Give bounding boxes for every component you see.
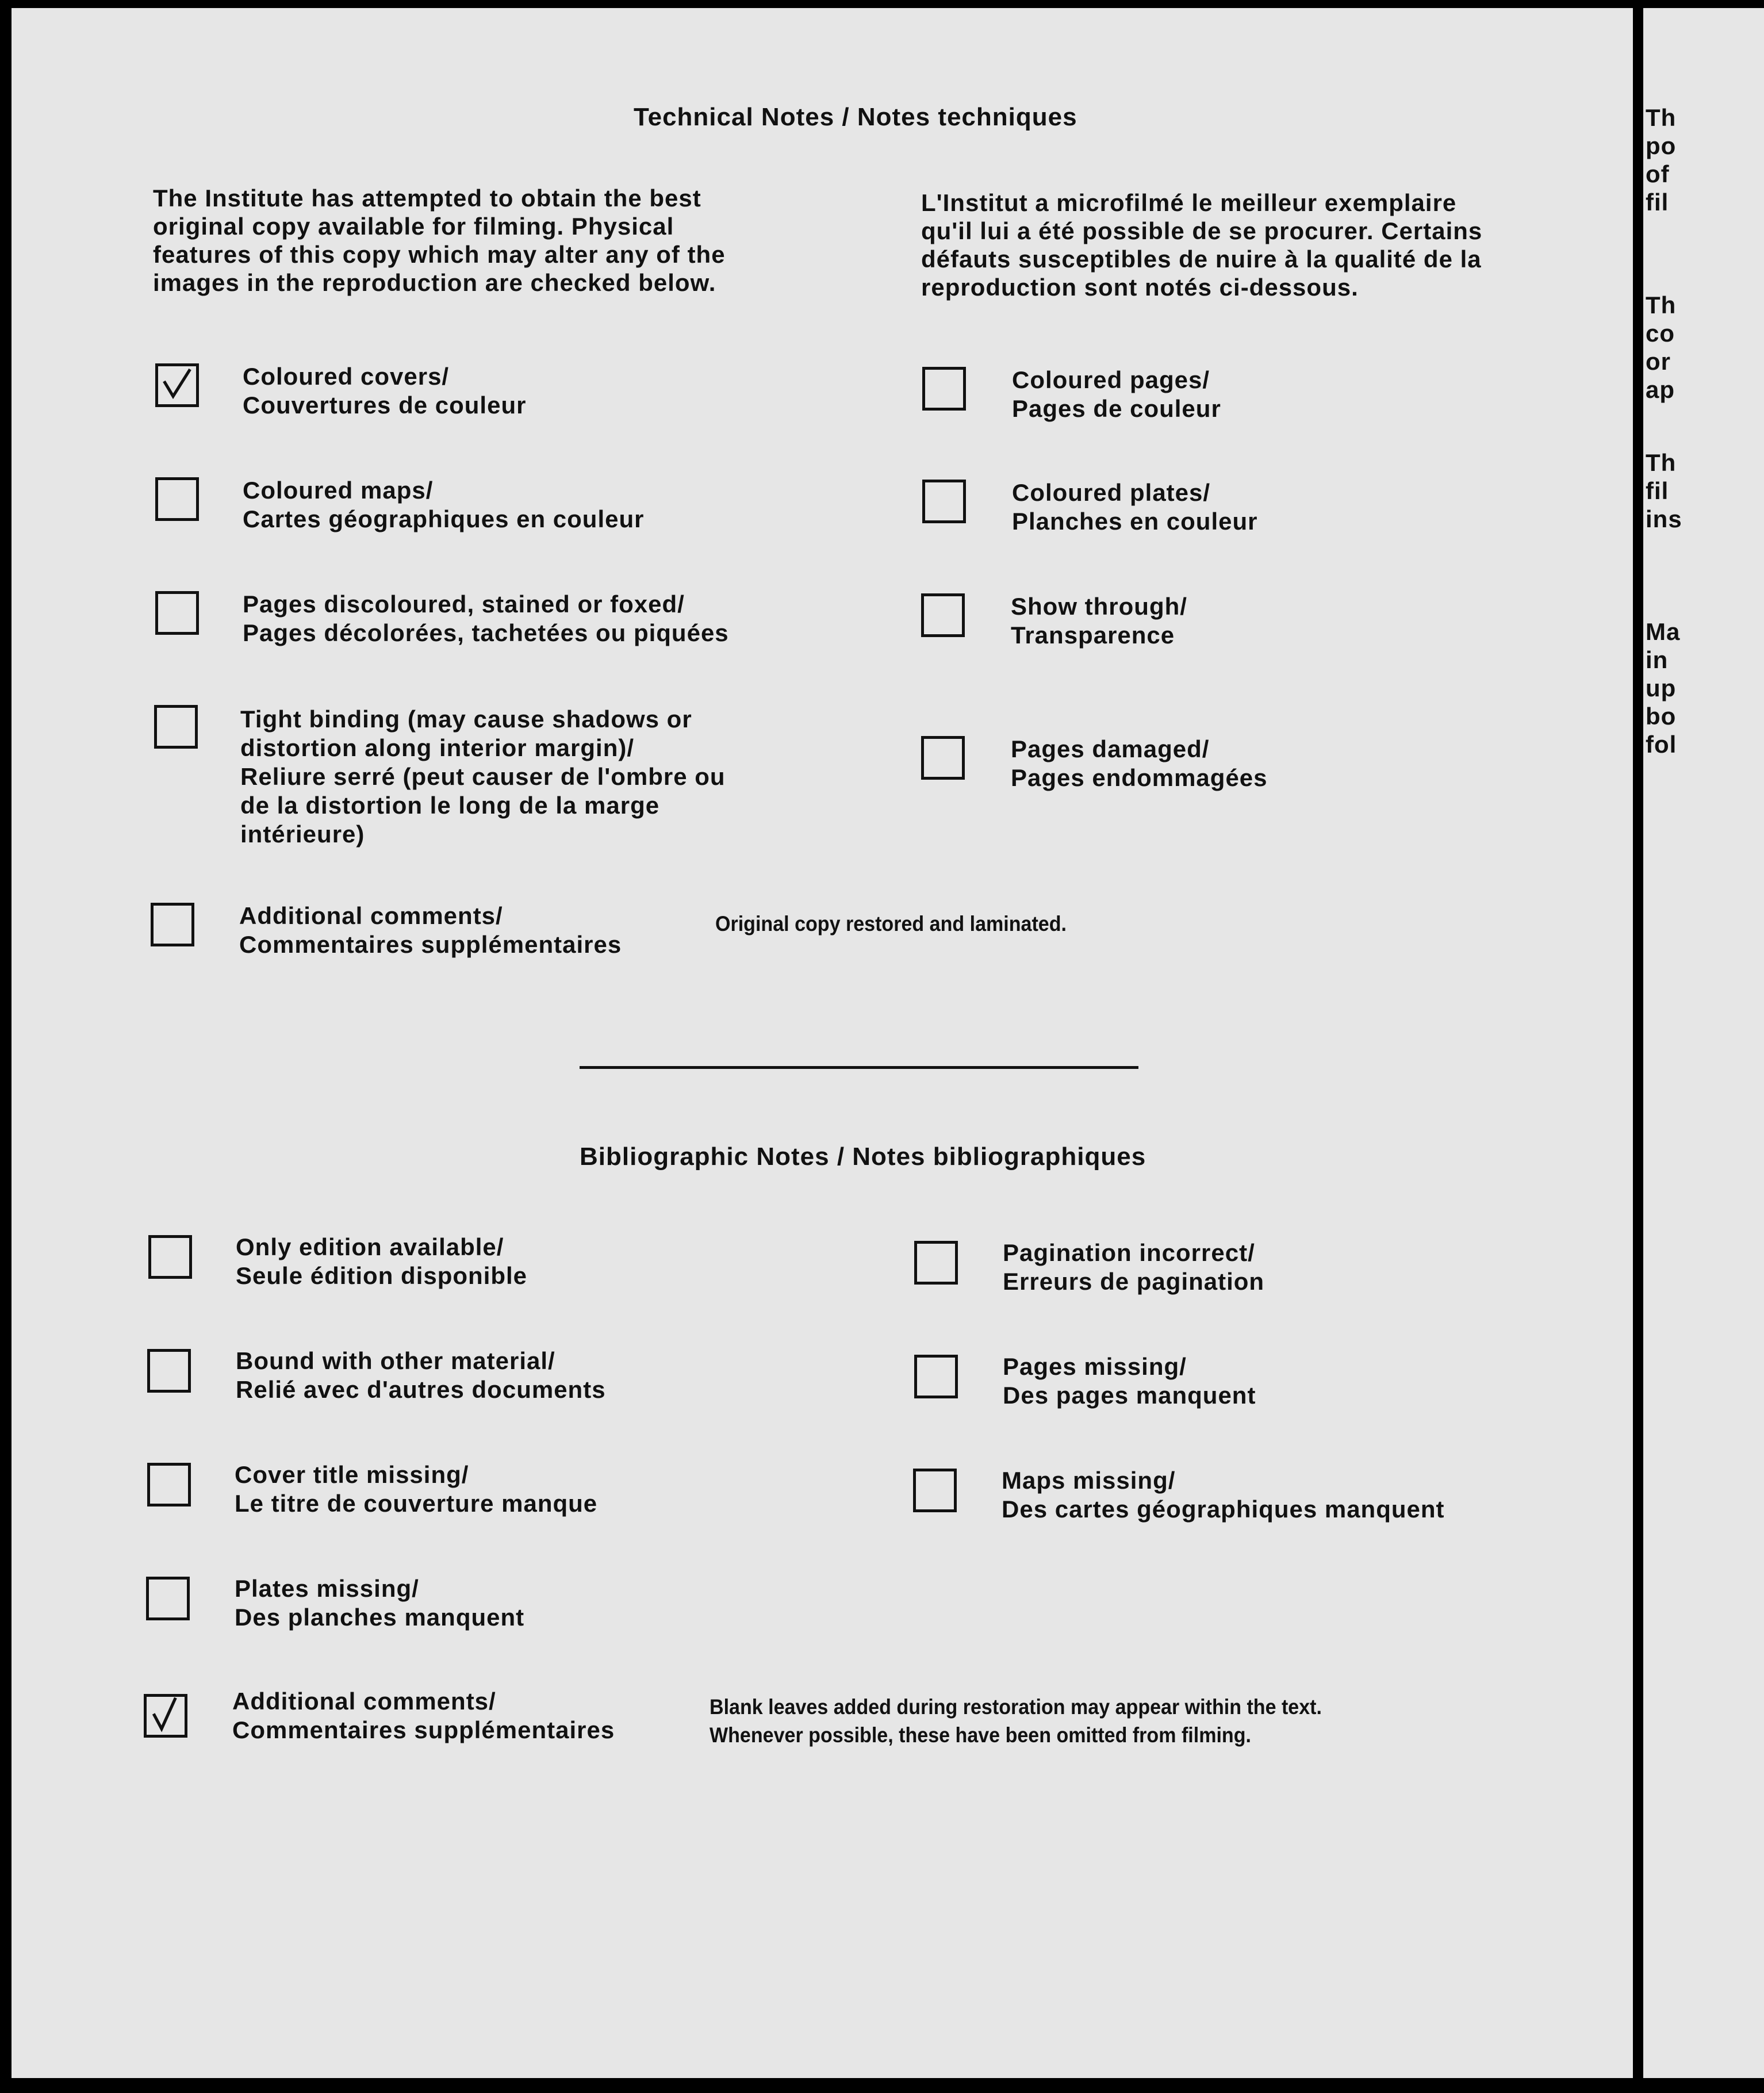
technical-comments-checkbox[interactable] <box>151 903 194 946</box>
pages-missing-checkbox[interactable] <box>914 1355 958 1398</box>
technical-comments-label <box>239 902 622 959</box>
fragment-block <box>1646 448 1682 533</box>
label-line: Cartes géographiques en couleur <box>243 505 645 532</box>
label-line: Tight binding (may cause shadows or <box>240 706 692 733</box>
label-line: Show through/ <box>1011 593 1187 620</box>
label-line: Coloured plates/ <box>1012 479 1211 506</box>
pages-missing-label <box>1003 1352 1256 1410</box>
bibliographic-comments-checkbox[interactable] <box>144 1694 187 1738</box>
fragment-block <box>1646 291 1676 404</box>
checkmark-icon <box>158 366 196 404</box>
fragment-line: Th <box>1646 292 1677 319</box>
label-line: Erreurs de pagination <box>1003 1268 1265 1295</box>
label-line: Only edition available/ <box>236 1233 504 1260</box>
label-line: Seule édition disponible <box>236 1262 528 1289</box>
label-line: de la distortion le long de la marge <box>240 792 660 819</box>
tight-binding-checkbox[interactable] <box>154 705 198 749</box>
label-line: Additional comments/ <box>232 1688 496 1715</box>
cover-title-missing-label <box>235 1460 597 1518</box>
label-line: Commentaires supplémentaires <box>239 931 622 958</box>
bibliographic-comments-label <box>232 1687 615 1745</box>
label-line: Pages damaged/ <box>1011 735 1210 762</box>
coloured-plates-checkbox[interactable] <box>922 480 966 523</box>
fragment-line: Ma <box>1646 618 1681 645</box>
label-line: Pages endommagées <box>1011 764 1268 791</box>
label-line: Pages discoloured, stained or foxed/ <box>243 591 685 618</box>
bound-with-checkbox[interactable] <box>147 1349 191 1393</box>
fragment-line: in <box>1646 646 1669 673</box>
label-line: Planches en couleur <box>1012 508 1258 535</box>
fragment-line: fol <box>1646 731 1677 758</box>
label-line: Relié avec d'autres documents <box>236 1376 606 1403</box>
pages-discoloured-label <box>243 590 729 647</box>
label-line: Coloured maps/ <box>243 477 434 504</box>
bibliographic-comments-note <box>710 1693 1322 1749</box>
label-line: Transparence <box>1011 622 1175 649</box>
intro-french-line: qu'il lui a été possible de se procurer. Certains <box>921 217 1483 244</box>
checkmark-icon <box>147 1697 185 1735</box>
note-line: Whenever possible, these have been omitted from filming. <box>710 1723 1251 1747</box>
label-line: Maps missing/ <box>1002 1467 1176 1494</box>
label-line: Pages décolorées, tachetées ou piquées <box>243 619 729 646</box>
only-edition-label <box>236 1233 527 1290</box>
label-line: Additional comments/ <box>239 902 503 929</box>
intro-english-line: The Institute has attempted to obtain the best <box>153 185 701 212</box>
tight-binding-label <box>240 705 726 849</box>
label-line: Pages de couleur <box>1012 395 1221 422</box>
bound-with-label <box>236 1347 606 1404</box>
coloured-maps-checkbox[interactable] <box>155 477 199 521</box>
label-line: Pages missing/ <box>1003 1353 1187 1380</box>
label-line: Couvertures de couleur <box>243 392 527 419</box>
bibliographic-notes-heading: Bibliographic Notes / Notes bibliographiques <box>580 1143 1146 1171</box>
plates-missing-checkbox[interactable] <box>146 1577 190 1620</box>
fragment-line: ap <box>1646 376 1675 403</box>
pages-discoloured-checkbox[interactable] <box>155 591 199 635</box>
intro-english-line: original copy available for filming. Physical <box>153 213 674 240</box>
label-line: Le titre de couverture manque <box>235 1490 598 1517</box>
show-through-checkbox[interactable] <box>921 593 965 637</box>
show-through-label <box>1011 592 1187 650</box>
label-line: Plates missing/ <box>235 1575 419 1602</box>
cover-title-missing-checkbox[interactable] <box>147 1463 191 1506</box>
maps-missing-checkbox[interactable] <box>913 1469 957 1512</box>
plates-missing-label <box>235 1574 524 1632</box>
technical-notes-heading: Technical Notes / Notes techniques <box>634 103 1077 131</box>
section-divider <box>580 1066 1138 1069</box>
coloured-covers-checkbox[interactable] <box>155 363 199 407</box>
label-line: Pagination incorrect/ <box>1003 1239 1255 1266</box>
coloured-covers-label <box>243 362 526 420</box>
label-line: Des planches manquent <box>235 1604 525 1631</box>
fragment-line: po <box>1646 132 1677 159</box>
label-line: Des pages manquent <box>1003 1382 1256 1409</box>
coloured-pages-checkbox[interactable] <box>922 367 966 411</box>
label-line: Reliure serré (peut causer de l'ombre ou <box>240 763 726 790</box>
label-line: intérieure) <box>240 821 365 848</box>
pagination-incorrect-checkbox[interactable] <box>914 1241 958 1285</box>
label-line: Coloured pages/ <box>1012 366 1210 393</box>
label-line: Coloured covers/ <box>243 363 450 390</box>
label-line: Des cartes géographiques manquent <box>1002 1496 1445 1523</box>
intro-english-line: features of this copy which may alter any of the <box>153 241 726 268</box>
coloured-plates-label <box>1012 478 1257 536</box>
coloured-pages-label <box>1012 366 1221 423</box>
fragment-line: Th <box>1646 104 1677 131</box>
fragment-line: Th <box>1646 449 1677 476</box>
technical-comments-note: Original copy restored and laminated. <box>715 912 1067 936</box>
fragment-line: up <box>1646 674 1677 702</box>
fragment-line: co <box>1646 320 1675 347</box>
label-line: Commentaires supplémentaires <box>232 1716 615 1743</box>
pages-damaged-checkbox[interactable] <box>921 736 965 780</box>
fragment-block <box>1646 103 1676 216</box>
intro-french-line: défauts susceptibles de nuire à la qualité de la <box>921 246 1482 273</box>
fragment-line: ins <box>1646 505 1682 532</box>
maps-missing-label <box>1002 1466 1445 1524</box>
fragment-line: fil <box>1646 189 1669 216</box>
intro-french-line: L'Institut a microfilmé le meilleur exemplaire <box>921 189 1457 216</box>
note-line: Blank leaves added during restoration may appear within the text. <box>710 1695 1322 1719</box>
only-edition-checkbox[interactable] <box>148 1235 192 1279</box>
label-line: Cover title missing/ <box>235 1461 469 1488</box>
technical-notes-page <box>11 8 1633 2078</box>
fragment-block <box>1646 618 1680 758</box>
intro-french-line: reproduction sont notés ci-dessous. <box>921 274 1359 301</box>
pagination-incorrect-label <box>1003 1239 1264 1296</box>
fragment-line: of <box>1646 160 1670 187</box>
fragment-line: bo <box>1646 703 1677 730</box>
coloured-maps-label <box>243 476 645 534</box>
intro-english <box>153 184 726 297</box>
intro-english-line: images in the reproduction are checked below. <box>153 269 716 296</box>
intro-french <box>921 189 1482 301</box>
label-line: distortion along interior margin)/ <box>240 734 634 761</box>
pages-damaged-label <box>1011 735 1268 792</box>
fragment-line: or <box>1646 348 1671 375</box>
label-line: Bound with other material/ <box>236 1347 555 1374</box>
adjacent-page-fragment <box>1643 8 1764 2078</box>
fragment-line: fil <box>1646 477 1669 504</box>
